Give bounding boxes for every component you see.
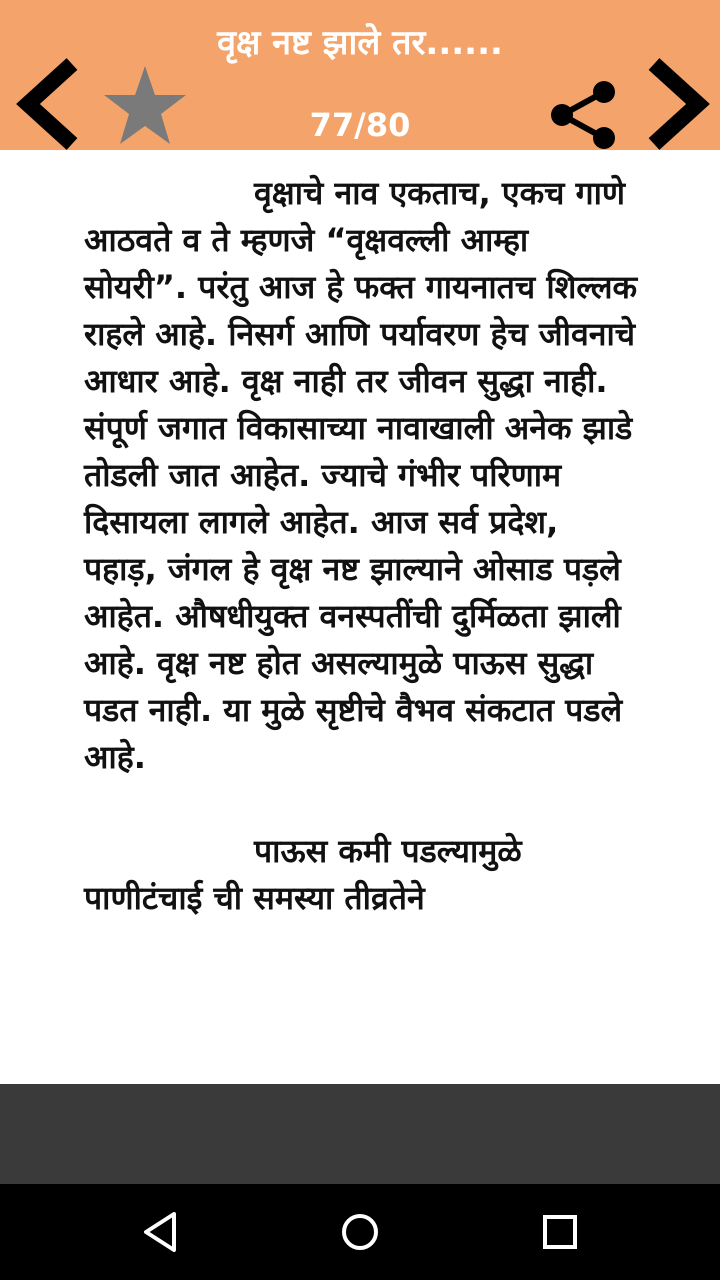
bottom-bar — [0, 1084, 720, 1184]
star-icon[interactable] — [102, 64, 188, 148]
article-paragraph — [0, 150, 720, 781]
paragraph-2-text: पाऊस कमी पडल्यामुळे पाणीटंचाई ची समस्या तीव्रतेने — [84, 832, 522, 917]
article-paragraph — [0, 828, 720, 922]
chevron-right-icon[interactable] — [642, 56, 712, 152]
share-icon[interactable] — [548, 80, 622, 150]
system-nav-bar — [0, 1184, 720, 1280]
article-content[interactable] — [0, 150, 720, 1084]
back-triangle-icon[interactable] — [136, 1208, 184, 1256]
home-circle-icon[interactable] — [336, 1208, 384, 1256]
page-title: वृक्ष नष्ट झाले तर...... — [217, 23, 503, 63]
paragraph-1-text: वृक्षाचे नाव एकताच, एकच गाणे आठवते व ते म्हणजे “वृक्षवल्ली आम्हा सोयरी”. परंतु आज हे फक्त गायनातच शिल्लक राहले आहे. निसर्ग आणि पर्यावरण हेच जीवनाचे आधार आहे. वृक्ष नाही तर जीवन सुद्धा नाही. संपूर्ण जगात विकासाच्या नावाखाली अनेक झाडे तोडली जात आहेत. ज्याचे गंभीर परिणाम दिसायला लागले आहेत. आज सर्व प्रदेश, पहाड़, जंगल हे वृक्ष नष्ट झाल्याने ओसाड पड़ले आहेत. औषधीयुक्त वनस्पतींची दुर्मिळता झाली आहे. वृक्ष नष्ट होत असल्यामुळे पाऊस सुद्धा पडत नाही. या मुळे सृष्टीचे वैभव संकटात पडले आहे. — [84, 174, 638, 776]
chevron-left-icon[interactable] — [14, 56, 84, 152]
app-header — [0, 0, 720, 150]
page-counter: 77/80 — [309, 106, 411, 144]
recents-square-icon[interactable] — [536, 1208, 584, 1256]
